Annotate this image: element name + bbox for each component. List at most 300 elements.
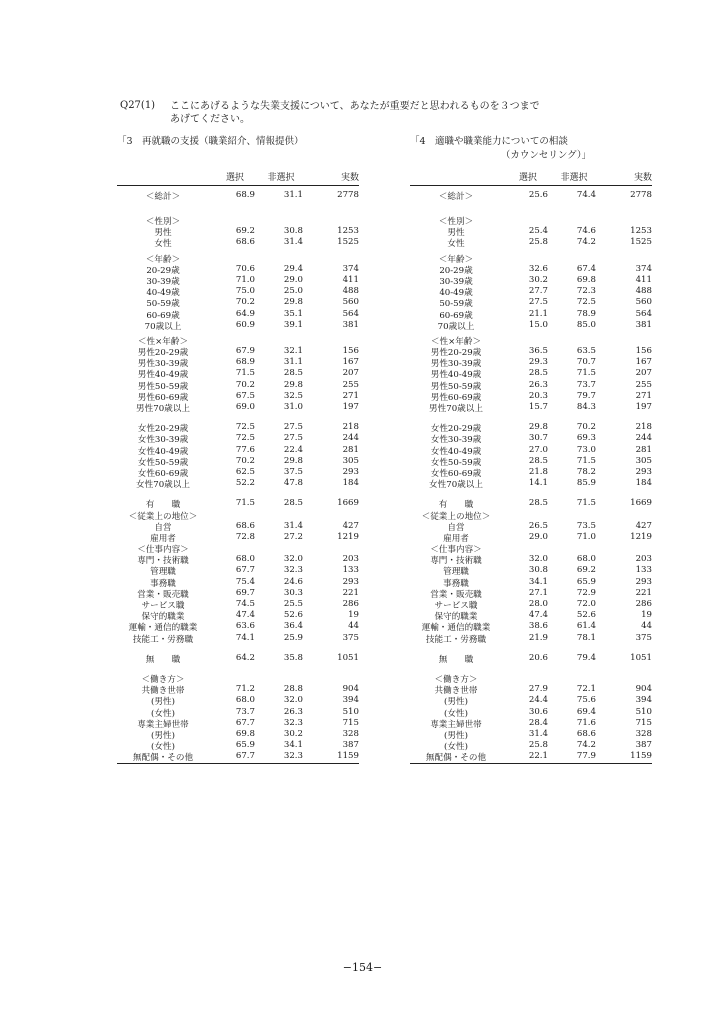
nonselect-pct: 52.6 xyxy=(576,610,596,621)
row-label: 自営 xyxy=(447,522,465,533)
table-row xyxy=(410,729,652,740)
nonselect-pct: 61.4 xyxy=(576,621,596,632)
row-label: 女性20-29歳 xyxy=(137,424,189,435)
count-value: 293 xyxy=(635,466,652,477)
nonselect-pct: 25.0 xyxy=(283,286,303,297)
nonselect-pct: 27.5 xyxy=(283,433,303,444)
count-value: 286 xyxy=(342,599,359,609)
count-value: 375 xyxy=(635,632,652,643)
row-label: 専門・技術職 xyxy=(137,556,189,567)
select-pct: 71.0 xyxy=(235,274,255,285)
row-label: 男性20-29歳 xyxy=(137,348,189,359)
row-label: 50-59歳 xyxy=(439,299,473,310)
nonselect-pct: 30.2 xyxy=(283,728,303,739)
row-gap xyxy=(410,413,652,422)
count-value: 19 xyxy=(348,610,359,621)
table-row xyxy=(410,740,652,751)
row-label: 70歳以上 xyxy=(437,321,475,332)
row-gap xyxy=(117,664,359,673)
count-value: 286 xyxy=(635,599,652,609)
count-value: 1253 xyxy=(337,226,359,237)
table-row xyxy=(117,237,359,248)
count-value: 1159 xyxy=(630,751,652,762)
row-label: ＜仕事内容＞ xyxy=(430,545,482,556)
table-row xyxy=(117,684,359,695)
select-pct: 73.7 xyxy=(235,706,255,717)
row-label: (女性) xyxy=(151,708,175,719)
table-row xyxy=(410,368,652,379)
count-value: 244 xyxy=(635,433,652,444)
table-row xyxy=(410,422,652,433)
count-value: 1159 xyxy=(337,751,359,762)
count-value: 1669 xyxy=(630,498,652,509)
row-gap xyxy=(410,489,652,498)
nonselect-pct: 78.1 xyxy=(576,632,596,643)
table-row xyxy=(410,588,652,599)
nonselect-pct: 32.5 xyxy=(283,390,303,401)
select-pct: 14.1 xyxy=(528,478,548,489)
row-gap xyxy=(117,644,359,653)
row-label: 男性70歳以上 xyxy=(429,404,483,414)
row-gap xyxy=(117,489,359,498)
table-row xyxy=(117,633,359,644)
nonselect-pct: 30.3 xyxy=(283,587,303,598)
count-value: 255 xyxy=(342,379,359,390)
header-count: 実数 xyxy=(340,173,359,183)
table-row xyxy=(410,599,652,610)
row-label: ＜性×年齢＞ xyxy=(430,336,482,347)
count-value: 715 xyxy=(342,717,359,728)
table-row xyxy=(117,391,359,402)
row-label: 男性30-39歳 xyxy=(137,359,189,370)
table-row xyxy=(117,226,359,237)
select-pct: 74.1 xyxy=(235,632,255,643)
table-panel-left xyxy=(117,133,359,764)
row-label: 女性30-39歳 xyxy=(137,435,189,446)
select-pct: 28.5 xyxy=(528,368,548,379)
row-label: 専門・技術職 xyxy=(430,556,482,567)
row-label: 女性 xyxy=(154,239,172,250)
nonselect-pct: 68.6 xyxy=(576,728,596,739)
nonselect-pct: 29.8 xyxy=(283,455,303,466)
nonselect-pct: 75.6 xyxy=(576,695,596,706)
count-value: 560 xyxy=(342,297,359,308)
row-label: 無配偶・その他 xyxy=(425,753,487,764)
row-label: 70歳以上 xyxy=(144,321,182,332)
header-select: 選択 xyxy=(518,173,537,183)
nonselect-pct: 63.5 xyxy=(576,346,596,357)
row-label: ＜総計＞ xyxy=(145,192,181,202)
table-row xyxy=(117,510,359,521)
count-value: 381 xyxy=(635,319,652,330)
table-row xyxy=(117,478,359,489)
count-value: 293 xyxy=(342,576,359,587)
row-label: (男性) xyxy=(444,730,468,741)
row-label: 男性20-29歳 xyxy=(430,348,482,359)
count-value: 271 xyxy=(635,390,652,401)
nonselect-pct: 74.2 xyxy=(576,740,596,751)
table-row xyxy=(117,357,359,368)
select-pct: 26.5 xyxy=(528,520,548,531)
select-pct: 21.8 xyxy=(528,466,548,477)
row-label: 管理職 xyxy=(150,567,176,578)
table-row xyxy=(410,445,652,456)
count-value: 328 xyxy=(635,728,652,739)
select-pct: 27.7 xyxy=(528,286,548,297)
select-pct: 67.9 xyxy=(235,346,255,357)
select-pct: 75.4 xyxy=(235,576,255,587)
table-row xyxy=(410,380,652,391)
count-value: 1219 xyxy=(630,531,652,542)
nonselect-pct: 74.6 xyxy=(576,226,596,237)
count-value: 394 xyxy=(342,695,359,706)
row-label: 女性40-49歳 xyxy=(137,446,189,457)
table-row xyxy=(117,695,359,706)
table-row xyxy=(410,226,652,237)
count-value: 510 xyxy=(342,706,359,717)
table-row xyxy=(410,707,652,718)
select-pct: 77.6 xyxy=(235,444,255,455)
row-gap xyxy=(410,644,652,653)
table-row xyxy=(410,718,652,729)
table-row xyxy=(410,653,652,664)
select-pct: 68.0 xyxy=(235,554,255,565)
header-nonselect: 非選択 xyxy=(267,173,295,183)
nonselect-pct: 34.1 xyxy=(283,740,303,751)
select-pct: 70.6 xyxy=(235,263,255,274)
row-label: 専業主婦世帯 xyxy=(137,719,189,730)
table-row xyxy=(117,215,359,226)
count-value: 381 xyxy=(342,319,359,330)
table-row xyxy=(117,320,359,331)
nonselect-pct: 71.5 xyxy=(576,498,596,509)
select-pct: 63.6 xyxy=(235,621,255,632)
table-row xyxy=(117,286,359,297)
row-label: 技能工・労務職 xyxy=(132,634,194,645)
count-value: 184 xyxy=(635,478,652,489)
table-row xyxy=(117,253,359,264)
count-value: 281 xyxy=(342,444,359,455)
table-row xyxy=(410,565,652,576)
nonselect-pct: 79.4 xyxy=(576,652,596,663)
row-label: 有 職 xyxy=(145,500,181,511)
table-row xyxy=(117,309,359,320)
row-label: ＜従業上の地位＞ xyxy=(128,511,198,522)
nonselect-pct: 67.4 xyxy=(576,263,596,274)
table-row xyxy=(117,729,359,740)
row-label: 50-59歳 xyxy=(146,299,180,310)
select-pct: 30.8 xyxy=(528,565,548,576)
row-label: 営業・販売職 xyxy=(430,589,482,600)
table-row xyxy=(117,380,359,391)
question-text xyxy=(170,100,540,126)
count-value: 564 xyxy=(342,308,359,319)
select-pct: 29.0 xyxy=(528,531,548,542)
count-value: 156 xyxy=(342,346,359,357)
row-label: 事務職 xyxy=(443,578,469,589)
nonselect-pct: 32.0 xyxy=(283,695,303,706)
table-row xyxy=(410,275,652,286)
header-select: 選択 xyxy=(225,173,244,183)
count-value: 19 xyxy=(641,610,652,621)
table-row xyxy=(117,297,359,308)
select-pct: 68.9 xyxy=(235,357,255,368)
row-label: 保守的職業 xyxy=(434,612,478,623)
select-pct: 20.3 xyxy=(528,390,548,401)
count-value: 221 xyxy=(342,587,359,598)
select-pct: 64.2 xyxy=(235,652,255,663)
nonselect-pct: 31.4 xyxy=(283,237,303,248)
table-row xyxy=(117,275,359,286)
row-label: 女性60-69歳 xyxy=(137,468,189,479)
select-pct: 21.1 xyxy=(528,308,548,319)
table-body-right xyxy=(410,186,652,762)
row-label: ＜性別＞ xyxy=(438,217,474,227)
count-value: 1051 xyxy=(630,652,652,663)
row-label: 40-49歳 xyxy=(146,288,180,299)
select-pct: 67.7 xyxy=(235,717,255,728)
nonselect-pct: 36.4 xyxy=(283,621,303,632)
nonselect-pct: 74.2 xyxy=(576,237,596,248)
nonselect-pct: 85.0 xyxy=(576,319,596,330)
count-value: 221 xyxy=(635,587,652,598)
count-value: 197 xyxy=(635,402,652,412)
nonselect-pct: 35.8 xyxy=(283,652,303,663)
nonselect-pct: 28.5 xyxy=(283,368,303,379)
select-pct: 71.5 xyxy=(235,498,255,509)
nonselect-pct: 69.4 xyxy=(576,706,596,717)
select-pct: 25.8 xyxy=(528,237,548,248)
row-label: ＜性別＞ xyxy=(145,217,181,227)
row-gap xyxy=(117,413,359,422)
row-label: ＜性×年齢＞ xyxy=(137,336,189,347)
table-row xyxy=(117,653,359,664)
select-pct: 28.5 xyxy=(528,455,548,466)
nonselect-pct: 31.4 xyxy=(283,520,303,531)
nonselect-pct: 68.0 xyxy=(576,554,596,565)
table-row xyxy=(117,402,359,413)
nonselect-pct: 74.4 xyxy=(576,190,596,200)
table-title-right: 「4 適職や職業能力についての相談 xyxy=(410,136,568,147)
nonselect-pct: 26.3 xyxy=(283,706,303,717)
row-label: 女性50-59歳 xyxy=(137,457,189,468)
count-value: 305 xyxy=(342,455,359,466)
row-label: 共働き世帯 xyxy=(141,686,185,697)
count-value: 184 xyxy=(342,478,359,489)
select-pct: 68.9 xyxy=(235,190,255,200)
row-label: 女性30-39歳 xyxy=(430,435,482,446)
count-value: 1525 xyxy=(630,237,652,248)
nonselect-pct: 72.0 xyxy=(576,599,596,609)
table-row xyxy=(410,577,652,588)
select-pct: 69.2 xyxy=(235,226,255,237)
nonselect-pct: 32.3 xyxy=(283,565,303,576)
table-row xyxy=(410,237,652,248)
table-row xyxy=(410,478,652,489)
count-value: 2778 xyxy=(630,190,652,200)
nonselect-pct: 47.8 xyxy=(283,478,303,489)
table-row xyxy=(410,751,652,762)
row-label: 女性20-29歳 xyxy=(430,424,482,435)
select-pct: 71.2 xyxy=(235,684,255,695)
count-value: 281 xyxy=(635,444,652,455)
count-value: 218 xyxy=(635,422,652,433)
count-value: 375 xyxy=(342,632,359,643)
header-count: 実数 xyxy=(633,173,652,183)
title-spacer xyxy=(117,147,359,161)
table-row xyxy=(117,498,359,509)
row-label: ＜年齢＞ xyxy=(438,254,474,265)
select-pct: 64.9 xyxy=(235,308,255,319)
count-value: 271 xyxy=(342,390,359,401)
row-label: サービス職 xyxy=(141,601,185,611)
nonselect-pct: 70.2 xyxy=(576,422,596,433)
nonselect-pct: 32.3 xyxy=(283,717,303,728)
table-row xyxy=(410,695,652,706)
table-row xyxy=(410,510,652,521)
count-value: 1219 xyxy=(337,531,359,542)
table-row xyxy=(410,673,652,684)
count-value: 374 xyxy=(342,263,359,274)
nonselect-pct: 31.1 xyxy=(283,357,303,368)
select-pct: 75.0 xyxy=(235,286,255,297)
table-row xyxy=(410,498,652,509)
row-label: 60-69歳 xyxy=(146,310,180,321)
row-gap xyxy=(410,206,652,215)
count-value: 293 xyxy=(635,576,652,587)
select-pct: 67.7 xyxy=(235,565,255,576)
row-label: ＜総計＞ xyxy=(438,192,474,202)
nonselect-pct: 73.5 xyxy=(576,520,596,531)
table-row xyxy=(117,588,359,599)
table-row xyxy=(410,633,652,644)
nonselect-pct: 31.1 xyxy=(283,190,303,200)
select-pct: 74.5 xyxy=(235,599,255,609)
table-row xyxy=(117,422,359,433)
nonselect-pct: 73.0 xyxy=(576,444,596,455)
header-nonselect: 非選択 xyxy=(560,173,588,183)
row-label: 雇用者 xyxy=(150,533,176,544)
nonselect-pct: 29.4 xyxy=(283,263,303,274)
nonselect-pct: 79.7 xyxy=(576,390,596,401)
select-pct: 47.4 xyxy=(235,610,255,621)
count-value: 293 xyxy=(342,466,359,477)
count-value: 715 xyxy=(635,717,652,728)
nonselect-pct: 71.5 xyxy=(576,368,596,379)
select-pct: 69.7 xyxy=(235,587,255,598)
select-pct: 69.8 xyxy=(235,728,255,739)
row-label: 女性70歳以上 xyxy=(429,480,483,491)
select-pct: 25.6 xyxy=(528,190,548,200)
select-pct: 15.7 xyxy=(528,402,548,412)
select-pct: 31.4 xyxy=(528,728,548,739)
row-label: 女性40-49歳 xyxy=(430,446,482,457)
row-label: 保守的職業 xyxy=(141,612,185,623)
row-label: (男性) xyxy=(151,697,175,708)
row-label: 女性 xyxy=(447,239,465,250)
row-label: ＜仕事内容＞ xyxy=(137,545,189,556)
table-row xyxy=(117,368,359,379)
count-value: 133 xyxy=(635,565,652,576)
nonselect-pct: 31.0 xyxy=(283,402,303,412)
nonselect-pct: 70.7 xyxy=(576,357,596,368)
count-value: 904 xyxy=(342,684,359,695)
nonselect-pct: 29.8 xyxy=(283,379,303,390)
row-label: 男性60-69歳 xyxy=(430,392,482,403)
table-row xyxy=(117,565,359,576)
table-row xyxy=(117,264,359,275)
select-pct: 25.8 xyxy=(528,740,548,751)
count-value: 167 xyxy=(635,357,652,368)
select-pct: 22.1 xyxy=(528,751,548,762)
row-label: (女性) xyxy=(444,708,468,719)
row-label: ＜従業上の地位＞ xyxy=(421,511,491,522)
count-value: 394 xyxy=(635,695,652,706)
row-label: 女性50-59歳 xyxy=(430,457,482,468)
nonselect-pct: 39.1 xyxy=(283,319,303,330)
nonselect-pct: 69.3 xyxy=(576,433,596,444)
table-row xyxy=(117,467,359,478)
table-row xyxy=(410,543,652,554)
row-label: 男性40-49歳 xyxy=(430,370,482,381)
count-value: 44 xyxy=(348,621,359,632)
select-pct: 27.9 xyxy=(528,684,548,695)
row-label: ＜働き方＞ xyxy=(141,674,185,685)
table-row xyxy=(410,215,652,226)
row-label: 事務職 xyxy=(150,578,176,589)
count-value: 244 xyxy=(342,433,359,444)
row-label: 40-49歳 xyxy=(439,288,473,299)
count-value: 564 xyxy=(635,308,652,319)
table-row xyxy=(410,264,652,275)
nonselect-pct: 65.9 xyxy=(576,576,596,587)
row-label: 技能工・労務職 xyxy=(425,634,487,645)
table-row xyxy=(117,751,359,762)
table-row xyxy=(410,346,652,357)
select-pct: 60.9 xyxy=(235,319,255,330)
select-pct: 28.5 xyxy=(528,498,548,509)
count-value: 1051 xyxy=(337,652,359,663)
count-value: 167 xyxy=(342,357,359,368)
row-label: 営業・販売職 xyxy=(137,589,189,600)
table-row xyxy=(410,610,652,621)
row-label: 男性60-69歳 xyxy=(137,392,189,403)
row-label: 女性70歳以上 xyxy=(136,480,190,491)
row-label: 男性30-39歳 xyxy=(430,359,482,370)
select-pct: 27.0 xyxy=(528,444,548,455)
table-row xyxy=(117,543,359,554)
table-row xyxy=(117,433,359,444)
nonselect-pct: 27.2 xyxy=(283,531,303,542)
table-header-right xyxy=(410,169,652,186)
select-pct: 28.4 xyxy=(528,717,548,728)
table-row xyxy=(410,456,652,467)
count-value: 207 xyxy=(635,368,652,379)
count-value: 387 xyxy=(635,740,652,751)
row-label: 男性50-59歳 xyxy=(430,381,482,392)
select-pct: 69.0 xyxy=(235,402,255,412)
table-row xyxy=(410,554,652,565)
row-label: 20-29歳 xyxy=(146,265,180,276)
nonselect-pct: 28.8 xyxy=(283,684,303,695)
row-label: 有 職 xyxy=(438,500,474,511)
table-bottom-rule-right xyxy=(410,763,652,764)
table-row xyxy=(117,621,359,632)
count-value: 328 xyxy=(342,728,359,739)
row-label: 男性50-59歳 xyxy=(137,381,189,392)
nonselect-pct: 72.5 xyxy=(576,297,596,308)
select-pct: 62.5 xyxy=(235,466,255,477)
